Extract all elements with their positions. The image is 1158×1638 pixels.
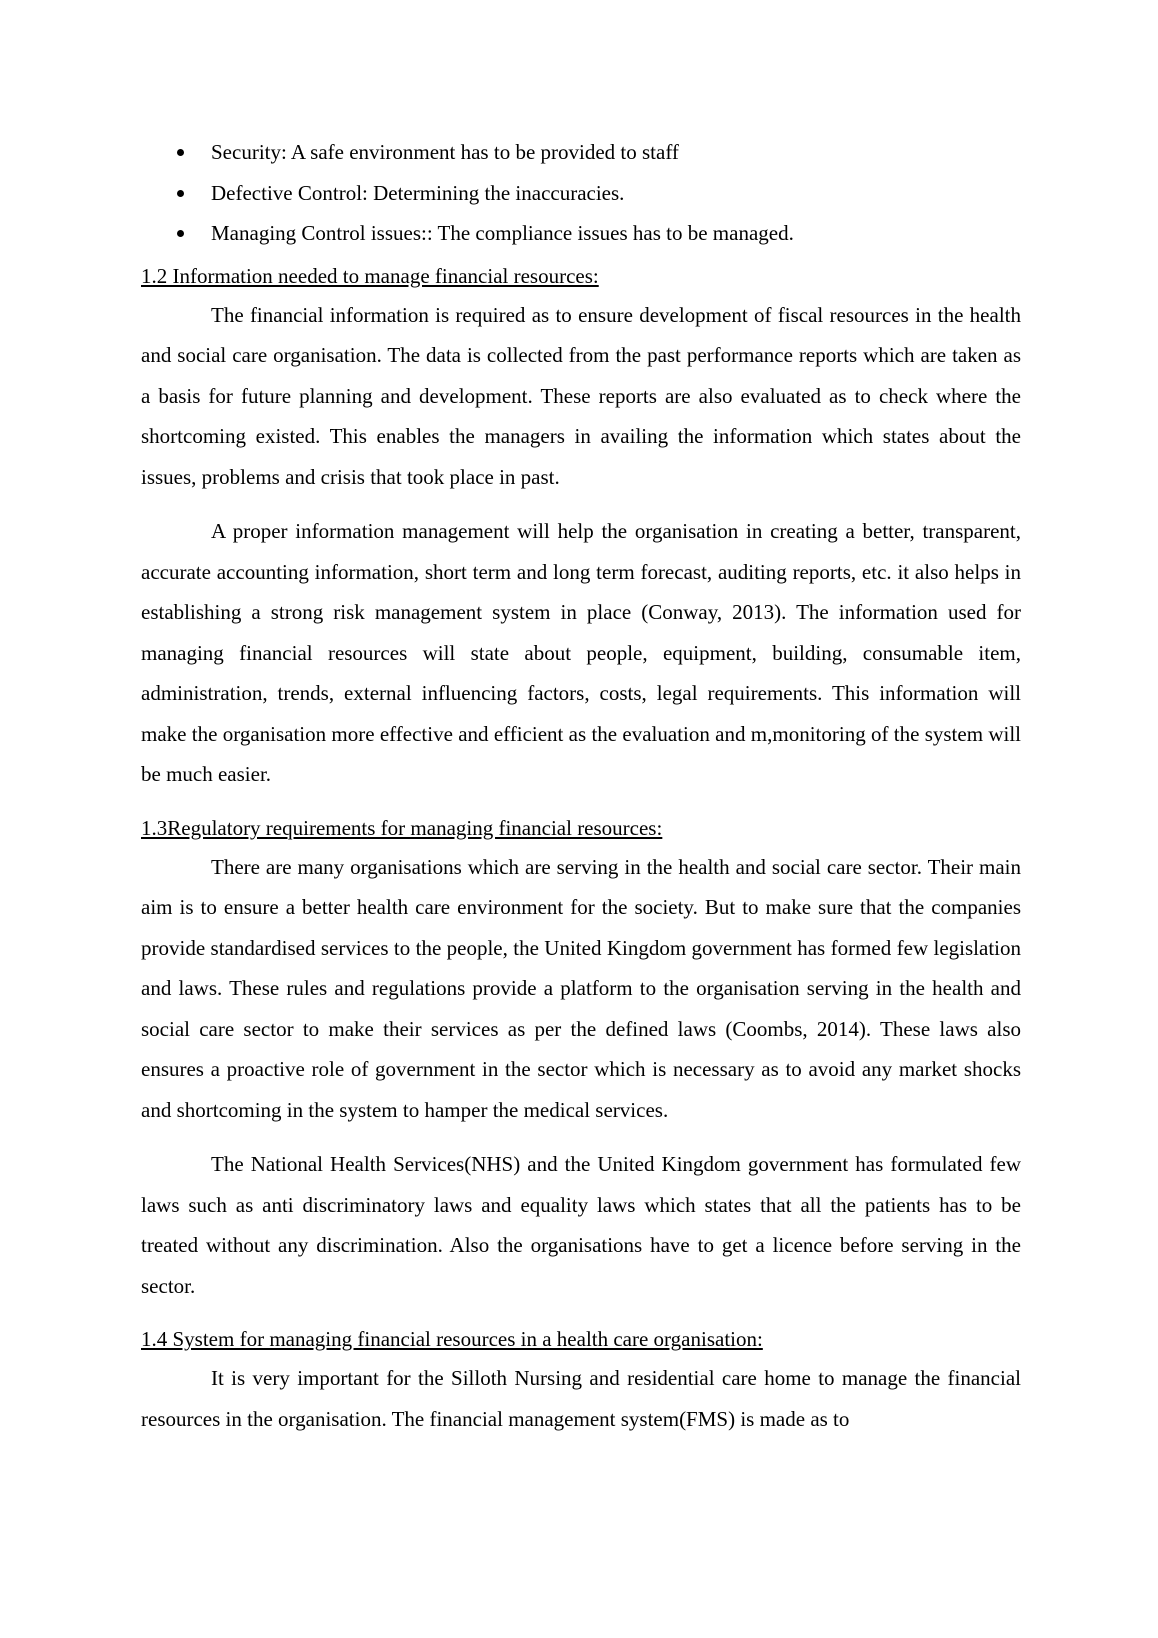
- paragraph: A proper information management will help the organisation in creating a better, transparent, accurate accounting information, short term and long term forecast, auditing reports, etc. it also helps in establishing a strong risk management system in place (Conway, 2013). The information used for managing financial resources will state about people, equipment, building, consumable item, administration, trends, external influencing factors, costs, legal requirements. This information will make the organisation more effective and efficient as the evaluation and m,monitoring of the system will be much easier.: [141, 519, 1021, 786]
- list-item-text: Managing Control issues:: The compliance issues has to be managed.: [211, 221, 794, 245]
- paragraph: The National Health Services(NHS) and the United Kingdom government has formulated few laws such as anti discriminatory laws and equality laws which states that all the patients has to be treated without any discrimination. Also the organisations have to get a licence before serving in the sector.: [141, 1152, 1021, 1298]
- paragraph: It is very important for the Silloth Nursing and residential care home to manage the financial resources in the organisation. The financial management system(FMS) is made as to: [141, 1366, 1021, 1431]
- list-item: [141, 173, 1021, 214]
- section-heading-1-4: 1.4 System for managing financial resources in a health care organisation:: [141, 1327, 763, 1351]
- list-item-text: Security: A safe environment has to be provided to staff: [211, 140, 679, 164]
- bullet-icon: [177, 190, 184, 197]
- list-item: [141, 213, 1021, 254]
- bullet-list: [141, 132, 1021, 254]
- paragraph: The financial information is required as to ensure development of fiscal resources in the health and social care organisation. The data is collected from the past performance reports which are taken as a basis for future planning and development. These reports are also evaluated as to check where the shortcoming existed. This enables the managers in availing the information which states about the issues, problems and crisis that took place in past.: [141, 302, 1021, 489]
- section-heading-1-3: 1.3Regulatory requirements for managing financial resources:: [141, 815, 663, 840]
- bullet-icon: [177, 149, 184, 156]
- paragraph: There are many organisations which are serving in the health and social care sector. Their main aim is to ensure a better health care environment for the society. But to make sure that the companies provide standardised services to the people, the United Kingdom government has formed few legislation and laws. These rules and regulations provide a platform to the organisation serving in the health and social care sector to make their services as per the defined laws (Coombs, 2014). These laws also ensures a proactive role of government in the sector which is necessary as to avoid any market shocks and shortcoming in the system to hamper the medical services.: [141, 854, 1021, 1122]
- bullet-icon: [177, 230, 184, 237]
- list-item: [141, 132, 1021, 173]
- document-page: [141, 132, 1021, 1439]
- section-heading-1-2: 1.2 Information needed to manage financial resources:: [141, 263, 599, 288]
- list-item-text: Defective Control: Determining the inaccuracies.: [211, 180, 625, 205]
